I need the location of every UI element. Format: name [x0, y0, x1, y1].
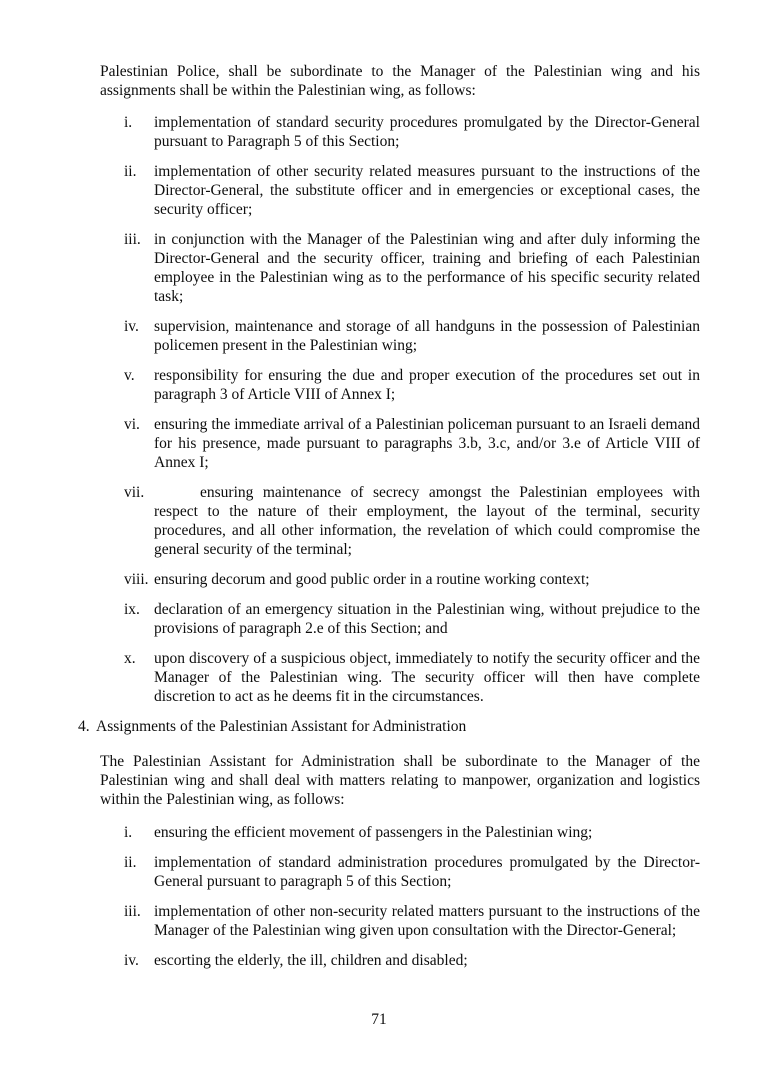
list-item-text: declaration of an emergency situation in the Palestinian wing, without prejudice to the provisions of paragraph 2.e of this Section; and — [154, 601, 700, 637]
list-item-text: implementation of other security related measures pursuant to the instructions of the Director-General, the substitute officer and in emergencies or exceptional cases, the security officer; — [154, 163, 700, 218]
list-item — [124, 823, 700, 842]
section-4-heading — [78, 717, 700, 736]
list-marker: i. — [124, 824, 133, 841]
list-marker: i. — [124, 114, 133, 131]
section-title: Assignments of the Palestinian Assistant for Administration — [96, 718, 467, 735]
list-item — [124, 366, 700, 404]
page-number: 71 — [371, 1011, 387, 1028]
intro-paragraph: Palestinian Police, shall be subordinate to the Manager of the Palestinian wing and his assignments shall be within the Palestinian wing, as follows: — [100, 63, 700, 99]
list-item — [124, 600, 700, 638]
list-item — [124, 902, 700, 940]
list-marker: viii. — [124, 571, 149, 588]
list-item — [124, 317, 700, 355]
list-item — [124, 162, 700, 219]
list-item-text: ensuring the efficient movement of passengers in the Palestinian wing; — [154, 824, 593, 841]
roman-list-1 — [124, 113, 700, 706]
list-item — [124, 951, 700, 970]
list-marker: ix. — [124, 601, 140, 618]
list-marker: iv. — [124, 318, 139, 335]
list-item-text: in conjunction with the Manager of the Palestinian wing and after duly informing the Director-General and the security officer, training and briefing of each Palestinian employee in the Palestinian wing as to the performance of his specific security related task; — [154, 231, 700, 305]
roman-list-2 — [124, 823, 700, 970]
list-item — [124, 415, 700, 472]
list-item-text: ensuring decorum and good public order in a routine working context; — [154, 571, 590, 588]
list-marker: iii. — [124, 903, 141, 920]
list-marker: iv. — [124, 952, 139, 969]
list-item — [124, 649, 700, 706]
list-marker: ii. — [124, 854, 137, 871]
list-item-text: implementation of standard administration procedures promulgated by the Director-General pursuant to paragraph 5 of this Section; — [154, 854, 700, 890]
list-marker: vi. — [124, 416, 140, 433]
section-number: 4. — [78, 718, 90, 735]
list-item-text: ensuring the immediate arrival of a Palestinian policeman pursuant to an Israeli demand for his presence, made pursuant to paragraphs 3.b, 3.c, and/or 3.e of Article VIII of Annex I; — [154, 416, 700, 471]
list-marker: v. — [124, 367, 135, 384]
list-item-text: supervision, maintenance and storage of all handguns in the possession of Palestinian policemen present in the Palestinian wing; — [154, 318, 700, 354]
list-item — [124, 230, 700, 306]
list-item — [124, 483, 700, 559]
list-marker: ii. — [124, 163, 137, 180]
section-4-paragraph: The Palestinian Assistant for Administration shall be subordinate to the Manager of the Palestinian wing and shall deal with matters relating to manpower, organization and logistics within the Palestinian wing, as follows: — [100, 753, 700, 808]
list-item — [124, 113, 700, 151]
list-marker: iii. — [124, 231, 141, 248]
list-item-text: implementation of standard security procedures promulgated by the Director-General pursuant to Paragraph 5 of this Section; — [154, 114, 700, 150]
list-item-text: ensuring maintenance of secrecy amongst the Palestinian employees with respect to the nature of their employment, the layout of the terminal, security procedures, and all other information, the revelation of which could compromise the general security of the terminal; — [154, 484, 700, 558]
list-item-text: responsibility for ensuring the due and proper execution of the procedures set out in paragraph 3 of Article VIII of Annex I; — [154, 367, 700, 403]
list-item — [124, 853, 700, 891]
list-item-text: implementation of other non-security related matters pursuant to the instructions of the Manager of the Palestinian wing given upon consultation with the Director-General; — [154, 903, 700, 939]
list-marker: vii. — [124, 484, 145, 501]
list-item-text: upon discovery of a suspicious object, immediately to notify the security officer and the Manager of the Palestinian wing. The security officer will then have complete discretion to act as he deems fit in the circumstances. — [154, 650, 700, 705]
list-item — [124, 570, 700, 589]
list-item-text: escorting the elderly, the ill, children and disabled; — [154, 952, 468, 969]
list-marker: x. — [124, 650, 136, 667]
